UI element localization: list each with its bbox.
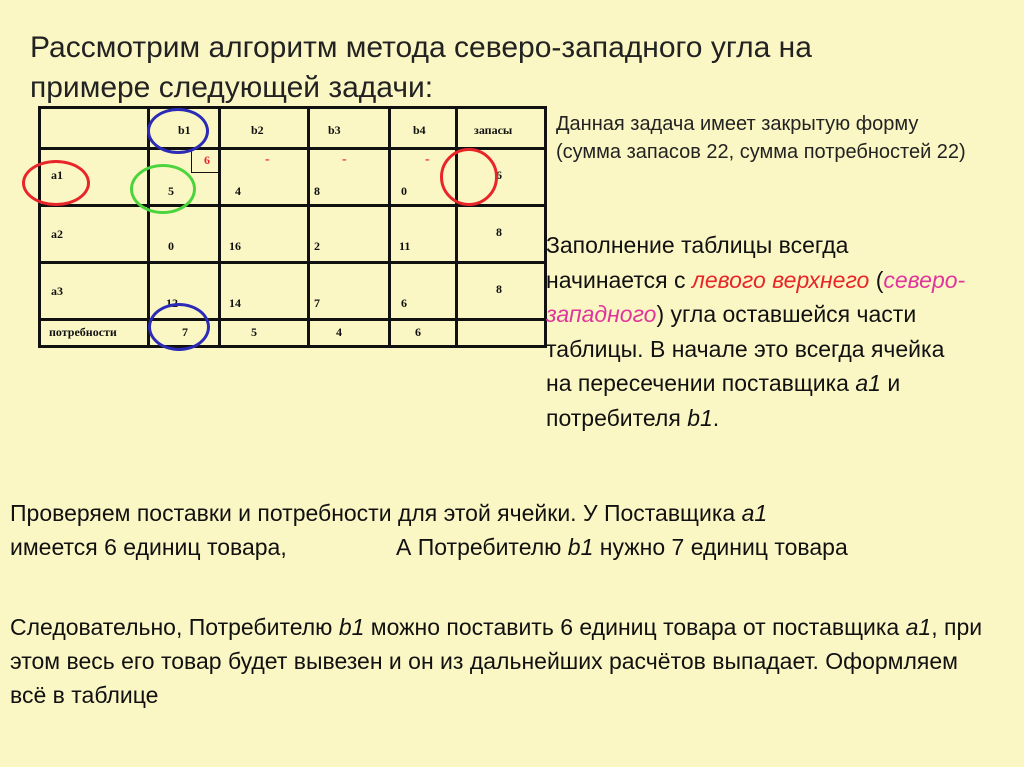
fill-rule-note [546,228,976,435]
cell-a3-b2 [220,263,309,320]
header-b1-label: b1 [178,123,191,137]
conclusion-text-2: можно поставить 6 единиц товара от поставщика [364,614,906,640]
row-a1-label: a1 [51,168,63,182]
supply-highlight-ring [440,148,498,206]
supply-a1-value: 6 [496,168,502,182]
cost-a1-b2: 4 [235,184,241,198]
header-b3-label: b3 [328,123,341,137]
row-label-a3 [40,263,149,320]
consumer-b1: b1 [687,404,713,431]
paren-open: ( [869,266,884,293]
conclusion-text-3: , при этом весь его товар будет вывезен и он из дальнейших расчётов выпадает. Оформляем всё в таблице [10,614,983,708]
check-b1: b1 [567,534,594,560]
cost-a3-b1: 12 [166,296,178,310]
conclusion-text-1: Следовательно, Потребителю [10,614,339,640]
paren-close: ) [656,301,671,327]
demand-b4-value: 6 [415,325,421,339]
fill-text-2: угла оставшейся части таблицы. В начале это всегда ячейка на пересечении поставщика [546,301,945,396]
demand-b3-value: 4 [336,325,342,339]
supply-a3 [457,263,546,320]
check-text-2: имеется 6 единиц товара, [10,534,287,560]
header-corner [40,108,149,149]
demand-b4 [390,320,457,347]
cell-a2-b2 [220,206,309,263]
header-b2 [220,108,309,149]
slide-title: Рассмотрим алгоритм метода северо-западного угла на примере следующей задачи: [30,31,812,104]
left-upper-highlight: левого верхнего [691,266,870,293]
northwest-highlight: северо-западного [546,266,966,327]
supply-a3-value: 8 [496,282,502,296]
table-header-row [40,108,546,149]
cost-a2-b3: 2 [314,239,320,253]
cost-a1-b4: 0 [401,184,407,198]
cell-a3-b3 [309,263,390,320]
conclusion-a1: a1 [905,614,932,640]
header-b3 [309,108,390,149]
cell-a1-b3 [309,149,390,206]
cost-a2-b4: 11 [399,239,411,253]
row-label-a2 [40,206,149,263]
demand-b3 [309,320,390,347]
cost-a2-b2: 16 [229,239,241,253]
cell-a2-b4 [390,206,457,263]
fill-text-end: . [712,404,720,431]
cell-a1-b2 [220,149,309,206]
check-right-suffix: нужно 7 единиц товара [593,534,848,560]
check-a1: a1 [741,500,768,526]
cost-a3-b4: 6 [401,296,407,310]
demand-b1-value: 7 [182,325,188,339]
row-a3-label: a3 [51,284,63,298]
demand-b2-value: 5 [251,325,257,339]
cost-a3-b3: 7 [314,296,320,310]
header-b2-label: b2 [251,123,264,137]
fill-text-1: Заполнение таблицы всегда начинается с [546,232,849,293]
supply-a2 [457,206,546,263]
cost-a1-b3: 8 [314,184,320,198]
demand-b2 [220,320,309,347]
table-row-a3 [40,263,546,320]
cost-a1-b1: 5 [168,184,174,198]
a1-highlight-ring [22,160,90,206]
demand-blank [457,320,546,347]
demand-label-cell [40,320,149,347]
crossed-mark: - [425,152,430,167]
cost-a2-b1: 0 [168,239,174,253]
header-b4 [390,108,457,149]
demand-highlight-ring [148,303,210,351]
conclusion-b1: b1 [338,614,365,640]
cell-a2-b1 [149,206,220,263]
table-demand-row [40,320,546,347]
b1-highlight-ring [147,108,209,154]
check-text-1: Проверяем поставки и потребности для этой ячейки. У Поставщика [10,500,742,526]
closed-form-note: Данная задача имеет закрытую форму (сумма запасов 22, сумма потребностей 22) [556,113,966,163]
header-supply [457,108,546,149]
cell-a2-b3 [309,206,390,263]
check-right-prefix: А Потребителю [396,534,568,560]
conclusion-paragraph [10,610,1000,712]
transport-table [38,106,547,348]
supplier-a1: a1 [855,370,881,396]
fill-text-3: и потребителя [546,370,901,431]
crossed-mark: - [342,152,347,167]
check-paragraph [10,496,990,564]
cost-a3-b2: 14 [229,296,241,310]
check-right-part [396,530,848,564]
allocation-value: 6 [204,153,210,167]
cell-a3-b4 [390,263,457,320]
cost-highlight-ring [130,164,196,214]
demand-label: потребности [49,325,117,339]
row-a2-label: a2 [51,227,63,241]
supply-a2-value: 8 [496,225,502,239]
crossed-mark: - [265,152,270,167]
table-row-a2 [40,206,546,263]
header-supply-label: запасы [474,123,513,137]
header-b4-label: b4 [413,123,426,137]
